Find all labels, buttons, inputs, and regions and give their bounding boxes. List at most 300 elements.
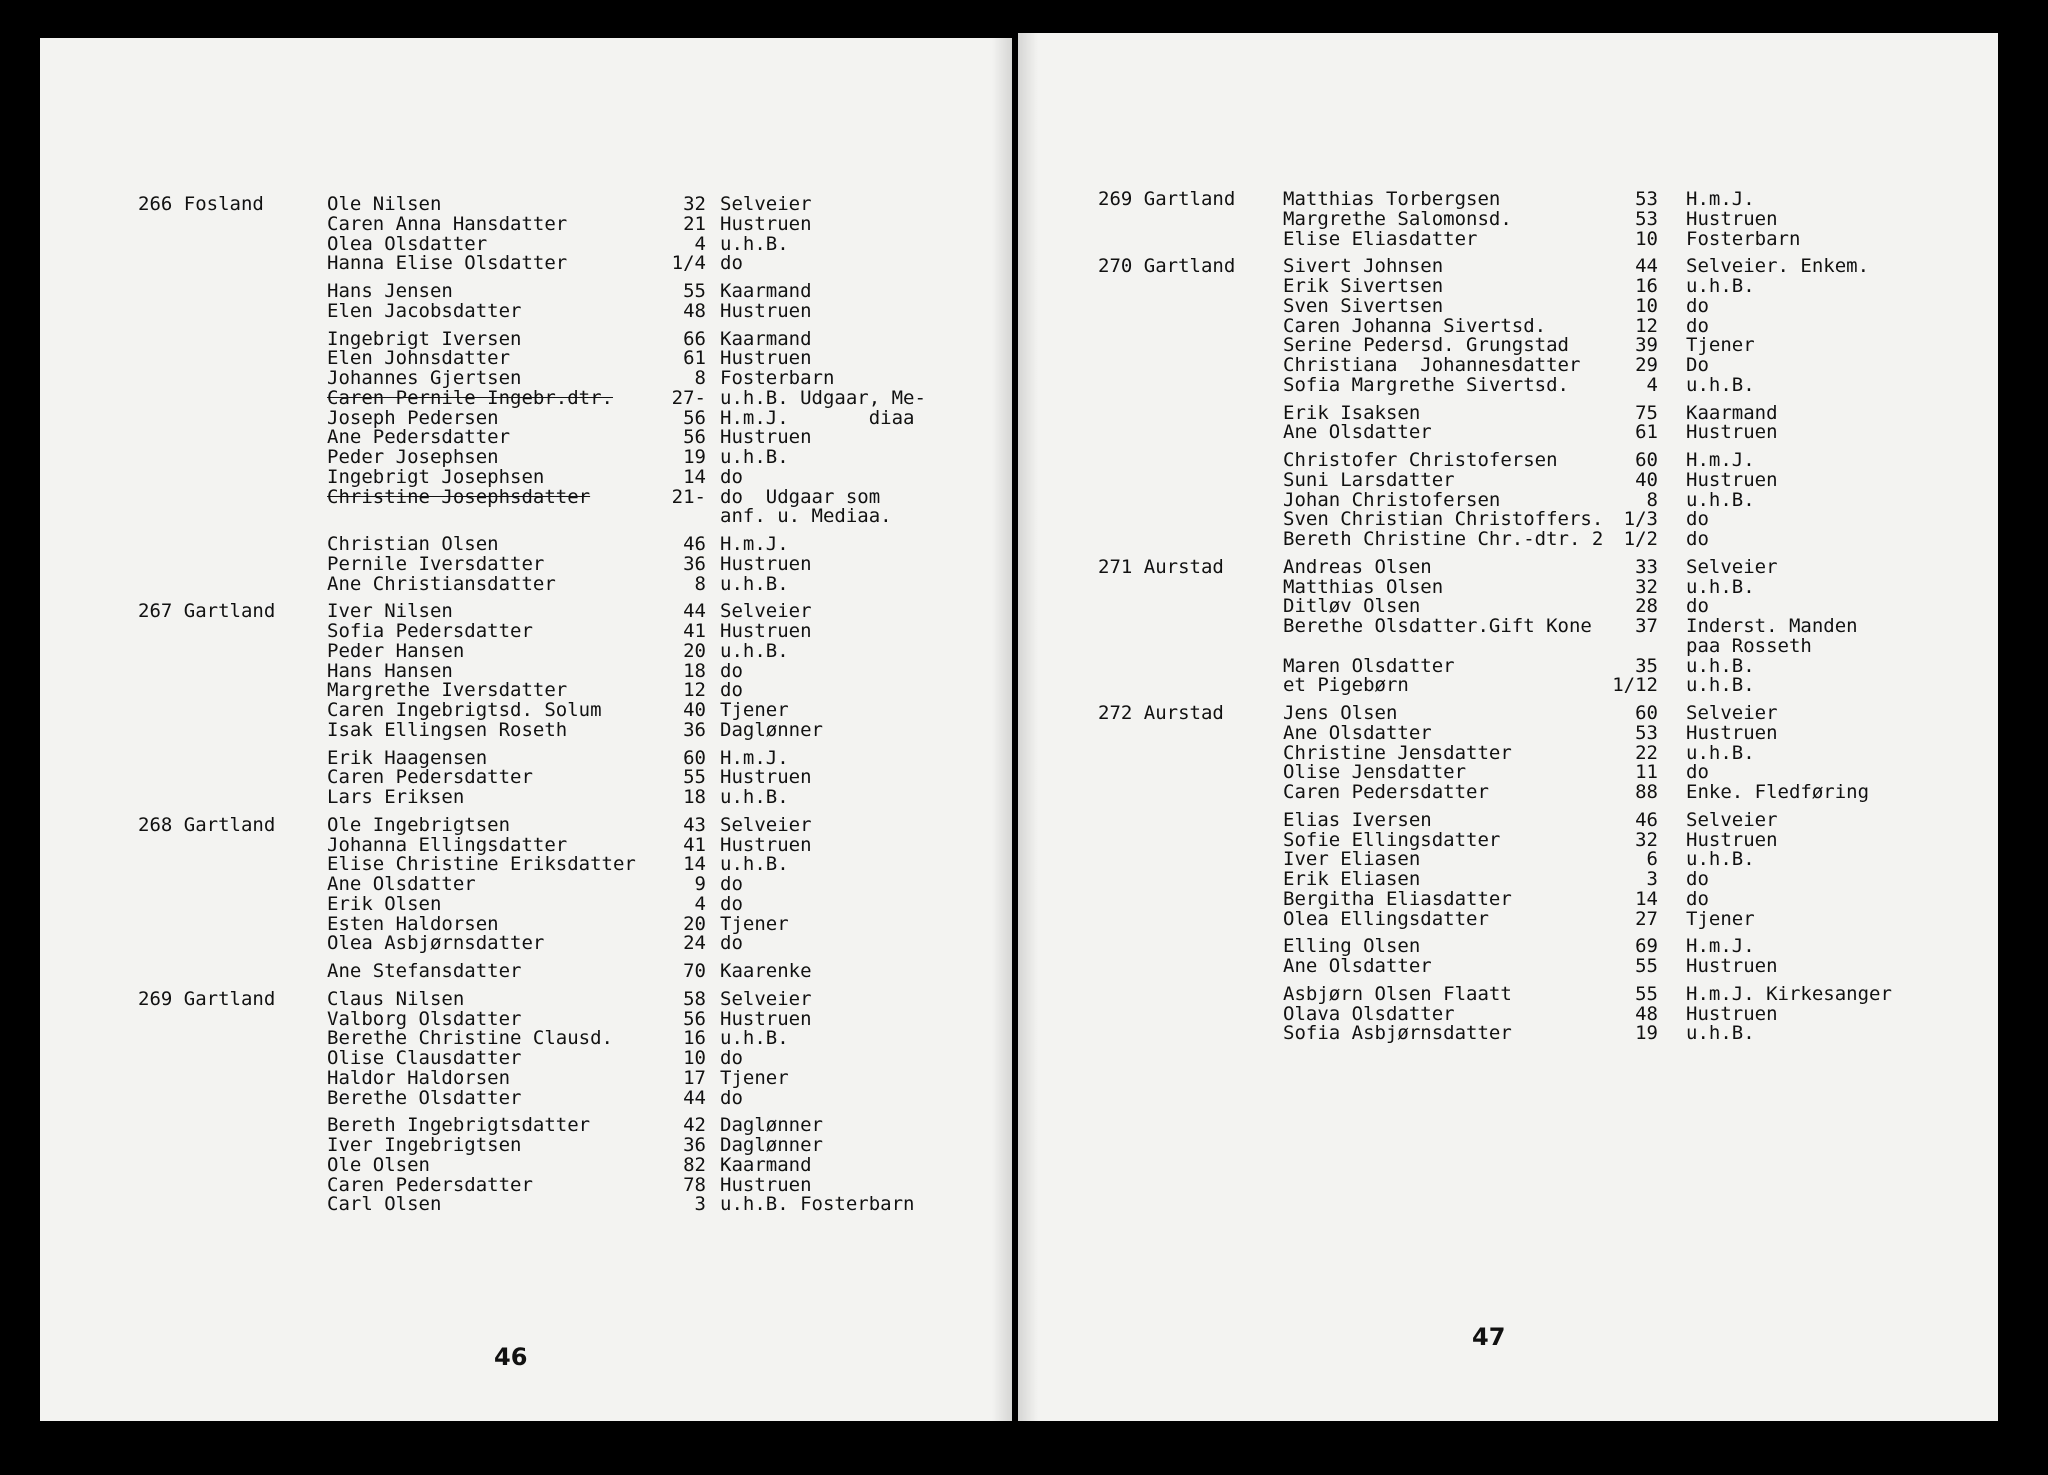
entry-farm: [1098, 831, 1235, 851]
entry-name: Lars Eriksen: [327, 786, 465, 808]
entry-age: 14: [683, 853, 706, 876]
entry-age: 1/4: [671, 252, 706, 275]
entry-age: 60: [1635, 702, 1658, 724]
age-column: [648, 195, 706, 1215]
entry-age: 40: [683, 699, 706, 721]
row-gap: [138, 1108, 275, 1116]
entry-role: Hustruen: [720, 426, 812, 449]
entry-farm: [1098, 297, 1235, 317]
entry-farm: [138, 215, 275, 235]
entry-farm: [1098, 850, 1235, 870]
entry-farm: [138, 1010, 275, 1030]
entry-role: do: [1686, 595, 1709, 618]
entry-name: Caren Pedersdatter: [327, 766, 533, 789]
entry-role: u.h.B.: [1686, 674, 1755, 697]
entry-role: do: [720, 873, 743, 895]
entry-role: Selveier: [720, 813, 812, 836]
page-number: 47: [1472, 1323, 1506, 1351]
entry-name: Iver Eliasen: [1283, 848, 1421, 871]
entry-age: 4: [1646, 373, 1658, 396]
entry-age: 1/2: [1623, 528, 1658, 550]
entry-role: Hustruen: [720, 299, 812, 322]
entry-farm: [1098, 985, 1235, 1005]
entry-age: 60: [1635, 449, 1658, 471]
entry-age: 56: [683, 426, 706, 449]
entry-farm: [1098, 597, 1235, 617]
entry-age: 48: [683, 299, 706, 322]
entry-farm: [138, 934, 275, 954]
entry-role: u.h.B.: [1686, 488, 1755, 511]
entry-age: 39: [1635, 334, 1658, 357]
entry-age: 17: [683, 1066, 706, 1089]
entry-age: 36: [683, 1134, 706, 1156]
entry-role: H.m.J.: [720, 533, 789, 555]
entry-farm: 269 Gartland: [138, 987, 276, 1010]
entry-age: 22: [1635, 741, 1658, 764]
entry-role: do: [720, 465, 743, 488]
entry-name: Claus Nilsen: [327, 987, 465, 1010]
entry-farm: [1098, 676, 1235, 696]
entry-age: 44: [683, 600, 706, 623]
entry-role: Kaarmand: [720, 280, 812, 302]
entry-age: 36: [683, 718, 706, 741]
entry-role: do: [720, 1086, 743, 1109]
entry-age: 82: [683, 1153, 706, 1176]
entry-role: do: [720, 679, 743, 702]
entry-name: Ole Olsen: [327, 1153, 430, 1176]
entry-role: Daglønner: [720, 1134, 823, 1156]
entry-role: H.m.J.: [1686, 449, 1755, 471]
entry-age: 12: [1635, 314, 1658, 337]
entry-role: do: [720, 252, 743, 275]
entry-farm: [138, 642, 275, 662]
entry-role: u.h.B.: [1686, 373, 1755, 396]
entry-name: Caren Anna Hansdatter: [327, 212, 568, 235]
entry-name: Elen Johnsdatter: [327, 347, 511, 370]
entry-farm: [138, 662, 275, 682]
entry-role: Inderst. Manden: [1686, 615, 1858, 637]
entry-role: H.m.J.: [1686, 188, 1755, 210]
entry-role: Hustruen: [720, 620, 812, 642]
entry-role: Daglønner: [720, 718, 823, 741]
entry-age: 55: [683, 280, 706, 302]
entry-farm: [138, 1089, 275, 1109]
entry-age: 20: [683, 639, 706, 662]
entry-name: [1283, 637, 1623, 657]
entry-farm: [1098, 657, 1235, 677]
entry-farm: [1098, 230, 1235, 250]
entry-name: Jens Olsen: [1283, 702, 1398, 724]
role-column: [1686, 190, 1986, 1044]
entry-age: 21-: [671, 485, 706, 508]
entry-farm: [138, 535, 275, 555]
entry-role: Selveier: [720, 987, 812, 1010]
entry-farm: [1098, 937, 1235, 957]
entry-farm: [1098, 510, 1235, 530]
entry-farm: 268 Gartland: [138, 813, 276, 836]
entry-farm: [1098, 336, 1235, 356]
entry-age: 35: [1635, 654, 1658, 677]
entry-name: Sven Sivertsen: [1283, 294, 1444, 317]
entry-role: u.h.B.: [720, 1027, 789, 1050]
entry-farm: [138, 428, 275, 448]
entry-name: Olea Olsdatter: [327, 232, 488, 255]
entry-farm: [1098, 404, 1235, 424]
entry-age: 70: [683, 960, 706, 982]
row-gap: [1098, 929, 1235, 937]
entry-role: Tjener: [720, 699, 789, 721]
entry-name: Erik Isaksen: [1283, 401, 1421, 424]
entry-age: 43: [683, 813, 706, 836]
entry-name: et Pigebørn: [1283, 674, 1409, 697]
entry-age: 4: [694, 892, 706, 915]
entry-name: Margrethe Salomonsd.: [1283, 207, 1512, 230]
entry-age: 37: [1635, 615, 1658, 637]
entry-name: Olea Asbjørnsdatter: [327, 932, 545, 955]
entry-role: Hustruen: [1686, 828, 1778, 851]
entry-name: Iver Ingebrigtsen: [327, 1134, 522, 1156]
entry-role: Enke. Fledføring: [1686, 781, 1870, 803]
role-column: [720, 195, 1012, 1215]
entry-name: Olise Clausdatter: [327, 1047, 522, 1069]
entry-role: u.h.B.: [1686, 848, 1755, 871]
entry-age: 48: [1635, 1002, 1658, 1025]
entry-age: 75: [1635, 401, 1658, 424]
entry-farm: 271 Aurstad: [1098, 555, 1224, 578]
entry-age: 58: [683, 987, 706, 1010]
entry-farm: [138, 768, 275, 788]
gutter-shadow: [1018, 33, 1038, 1421]
entry-farm: [1098, 763, 1235, 783]
entry-name: Sofia Pedersdatter: [327, 620, 533, 642]
entry-age: 12: [683, 679, 706, 702]
entry-name: Carl Olsen: [327, 1193, 442, 1216]
entry-age: 19: [1635, 1022, 1658, 1045]
entry-name: Elise Eliasdatter: [1283, 227, 1478, 250]
entry-role: do: [1686, 314, 1709, 337]
entry-role: Hustruen: [720, 552, 812, 575]
entry-name: Elise Christine Eriksdatter: [327, 853, 636, 876]
entry-role: do: [1686, 528, 1709, 550]
entry-farm: [138, 1195, 275, 1215]
entry-name: Christofer Christofersen: [1283, 449, 1558, 471]
entry-name: Erik Eliasen: [1283, 868, 1421, 890]
row-gap: [1098, 977, 1235, 985]
entry-age: 19: [683, 446, 706, 468]
entry-age: [1598, 637, 1658, 657]
entry-name: Ole Nilsen: [327, 193, 442, 215]
entry-name: Olise Jensdatter: [1283, 761, 1467, 784]
entry-name: Elen Jacobsdatter: [327, 299, 522, 322]
entry-age: 18: [683, 786, 706, 808]
entry-farm: [138, 1029, 275, 1049]
entry-role: Selveier: [1686, 555, 1778, 578]
entry-name: Ane Olsdatter: [327, 873, 476, 895]
entry-role: Hustruen: [720, 1173, 812, 1196]
entry-farm: [1098, 356, 1235, 376]
entry-role: Hustruen: [720, 833, 812, 856]
entry-role: do: [1686, 761, 1709, 784]
entry-age: 8: [694, 367, 706, 389]
entry-farm: [138, 1136, 275, 1156]
entry-age: 88: [1635, 781, 1658, 803]
entry-farm: [138, 836, 275, 856]
entry-age: 32: [683, 193, 706, 215]
entry-name: Ane Christiansdatter: [327, 572, 556, 595]
entry-name: Ane Stefansdatter: [327, 960, 522, 982]
entry-name: Olea Ellingsdatter: [1283, 907, 1489, 930]
entry-farm: [138, 507, 275, 527]
entry-farm: 272 Aurstad: [1098, 702, 1224, 724]
farm-column: [138, 195, 275, 1215]
name-column: [327, 195, 687, 1215]
entry-age: 55: [1635, 982, 1658, 1005]
entry-farm: [138, 622, 275, 642]
entry-age: 4: [694, 232, 706, 255]
entry-role: Tjener: [720, 912, 789, 935]
row-gap: [138, 527, 275, 535]
entry-name: Ane Olsdatter: [1283, 955, 1432, 977]
entry-age: 41: [683, 833, 706, 856]
entry-role: Hustruen: [1686, 955, 1778, 977]
entry-role: Selveier: [720, 600, 812, 623]
entry-farm: [138, 330, 275, 350]
entry-role: do: [1686, 508, 1709, 531]
entry-role: Kaarmand: [720, 1153, 812, 1176]
entry-name: Olava Olsdatter: [1283, 1002, 1455, 1025]
entry-role: Hustruen: [1686, 468, 1778, 491]
entry-role: u.h.B.: [720, 786, 789, 808]
row-gap: [138, 274, 275, 282]
entry-farm: [138, 302, 275, 322]
entry-role: H.m.J.: [1686, 935, 1755, 958]
entry-age: 53: [1635, 207, 1658, 230]
page-number: 46: [494, 1343, 528, 1371]
entry-age: 14: [683, 465, 706, 488]
entry-age: 61: [683, 347, 706, 370]
entry-age: 10: [683, 1047, 706, 1069]
entry-role: anf. u. Mediaa.: [720, 505, 892, 528]
entry-age: 10: [1635, 227, 1658, 250]
entry-age: 53: [1635, 188, 1658, 210]
entry-name: Hanna Elise Olsdatter: [327, 252, 568, 275]
entry-age: 55: [1635, 955, 1658, 977]
entry-name: Christiana Johannesdatter: [1283, 354, 1581, 376]
entry-farm: [1098, 724, 1235, 744]
entry-age: 40: [1635, 468, 1658, 491]
entry-role: Hustruen: [720, 766, 812, 789]
entry-farm: [1098, 637, 1235, 657]
entry-age: 33: [1635, 555, 1658, 578]
entry-name: Maren Olsdatter: [1283, 654, 1455, 677]
row-gap: [1098, 396, 1235, 404]
entry-name: Esten Haldorsen: [327, 912, 499, 935]
entry-farm: [138, 855, 275, 875]
entry-name: Christine Jensdatter: [1283, 741, 1512, 764]
entry-farm: [1098, 870, 1235, 890]
entry-age: 61: [1635, 421, 1658, 444]
entry-farm: [138, 721, 275, 741]
entry-farm: [138, 1156, 275, 1176]
entry-age: 27: [1635, 907, 1658, 930]
entry-farm: 269 Gartland: [1098, 188, 1236, 210]
row-gap: [138, 322, 275, 330]
entry-name: Erik Haagensen: [327, 746, 488, 769]
left-page: [40, 38, 1012, 1421]
entry-age: 56: [683, 406, 706, 429]
entry-name: Caren Pedersdatter: [327, 1173, 533, 1196]
entry-farm: [138, 875, 275, 895]
entry-role: Hustruen: [1686, 421, 1778, 444]
entry-role: Hustruen: [720, 212, 812, 235]
entry-farm: 267 Gartland: [138, 600, 276, 623]
entry-name: Sofie Ellingsdatter: [1283, 828, 1501, 851]
entry-farm: [1098, 317, 1235, 337]
entry-role: Hustruen: [720, 1007, 812, 1030]
entry-name: Margrethe Iversdatter: [327, 679, 568, 702]
entry-name: Caren Pedersdatter: [1283, 781, 1489, 803]
entry-role: Tjener: [1686, 334, 1755, 357]
entry-farm: [1098, 744, 1235, 764]
entry-name: Hans Jensen: [327, 280, 453, 302]
entry-farm: [138, 468, 275, 488]
entry-farm: [138, 788, 275, 808]
entry-name: Berethe Olsdatter.Gift Kone: [1283, 615, 1592, 637]
entry-farm: 266 Fosland: [138, 193, 264, 215]
entry-name: Bereth Ingebrigtsdatter: [327, 1114, 591, 1137]
entry-farm: [138, 681, 275, 701]
entry-role: paa Rosseth: [1686, 634, 1812, 657]
entry-name: Peder Hansen: [327, 639, 465, 662]
entry-farm: [138, 349, 275, 369]
entry-age: 8: [694, 572, 706, 595]
entry-age: 11: [1635, 761, 1658, 784]
entry-name: Caren Ingebrigtsd. Solum: [327, 699, 602, 721]
entry-age: 3: [694, 1193, 706, 1216]
entry-age: 69: [1635, 935, 1658, 958]
entry-role: Selveier: [720, 193, 812, 215]
entry-age: 53: [1635, 721, 1658, 744]
entry-farm: [138, 409, 275, 429]
entry-role: Kaarmand: [720, 327, 812, 350]
entry-role: do: [720, 932, 743, 955]
entry-role: Fosterbarn: [1686, 227, 1801, 250]
entry-age: 41: [683, 620, 706, 642]
entry-role: u.h.B.: [1686, 1022, 1755, 1045]
entry-age: 46: [1635, 808, 1658, 831]
entry-name: Matthias Torbergsen: [1283, 188, 1501, 210]
entry-role: u.h.B.: [720, 572, 789, 595]
entry-farm: [138, 1049, 275, 1069]
entry-age: 3: [1646, 868, 1658, 890]
entry-role: Hustruen: [720, 347, 812, 370]
entry-age: 29: [1635, 354, 1658, 376]
row-gap: [1098, 443, 1235, 451]
entry-name: Joseph Pedersen: [327, 406, 499, 429]
entry-name: Ane Olsdatter: [1283, 421, 1432, 444]
entry-age: 1/12: [1612, 674, 1658, 697]
entry-farm: [1098, 1005, 1235, 1025]
entry-name: Ole Ingebrigtsen: [327, 813, 511, 836]
age-column: [1598, 190, 1658, 1044]
farm-column: [1098, 190, 1235, 1044]
entry-age: 42: [683, 1114, 706, 1137]
entry-farm: [138, 369, 275, 389]
entry-farm: [138, 915, 275, 935]
entry-name: Erik Sivertsen: [1283, 275, 1444, 297]
entry-name: Berethe Olsdatter: [327, 1086, 522, 1109]
entry-name: Berethe Christine Clausd.: [327, 1027, 613, 1050]
entry-role: u.h.B. Udgaar, Me-: [720, 386, 926, 409]
entry-role: u.h.B.: [720, 232, 789, 255]
entry-name: Pernile Iversdatter: [327, 552, 545, 575]
entry-farm: [138, 235, 275, 255]
entry-role: do: [1686, 887, 1709, 910]
row-gap: [138, 741, 275, 749]
entry-farm: [138, 1069, 275, 1089]
entry-role: do: [720, 892, 743, 915]
entry-age: 21: [683, 212, 706, 235]
entry-role: u.h.B.: [720, 639, 789, 662]
entry-farm: [138, 282, 275, 302]
entry-age: 56: [683, 1007, 706, 1030]
entry-name: Isak Ellingsen Roseth: [327, 718, 568, 741]
entry-role: H.m.J. Kirkesanger: [1686, 982, 1892, 1005]
entry-role: do: [1686, 868, 1709, 890]
entry-role: H.m.J. diaa: [720, 406, 915, 429]
entry-name: Caren Pernile Ingebr.dtr.: [327, 386, 613, 409]
entry-farm: [1098, 471, 1235, 491]
entry-name: Matthias Olsen: [1283, 575, 1444, 598]
entry-farm: [138, 254, 275, 274]
entry-age: 16: [1635, 275, 1658, 297]
entry-role: Selveier: [1686, 808, 1778, 831]
entry-name: Ane Olsdatter: [1283, 721, 1432, 744]
entry-age: 32: [1635, 828, 1658, 851]
entry-farm: [1098, 811, 1235, 831]
entry-name: Sven Christian Christoffers.: [1283, 508, 1604, 531]
entry-age: 8: [1646, 488, 1658, 511]
entry-farm: [1098, 1024, 1235, 1044]
entry-farm: [1098, 578, 1235, 598]
entry-farm: [1098, 210, 1235, 230]
entry-role: do Udgaar som: [720, 485, 881, 508]
entry-age: 28: [1635, 595, 1658, 618]
entry-name: Sofia Margrethe Sivertsd.: [1283, 373, 1569, 396]
entry-role: Hustruen: [1686, 207, 1778, 230]
entry-name: Elias Iversen: [1283, 808, 1432, 831]
entry-farm: [1098, 617, 1235, 637]
entry-farm: [1098, 530, 1235, 550]
entry-role: do: [720, 1047, 743, 1069]
entry-role: do: [1686, 294, 1709, 317]
entry-name: Suni Larsdatter: [1283, 468, 1455, 491]
entry-name: Christian Olsen: [327, 533, 499, 555]
entry-farm: [138, 1116, 275, 1136]
entry-name: Elling Olsen: [1283, 935, 1421, 958]
entry-farm: [138, 555, 275, 575]
entry-age: 27-: [671, 386, 706, 409]
entry-farm: [138, 895, 275, 915]
entry-age: 24: [683, 932, 706, 955]
entry-age: 36: [683, 552, 706, 575]
entry-farm: 270 Gartland: [1098, 255, 1236, 278]
entry-name: Bergitha Eliasdatter: [1283, 887, 1512, 910]
entry-role: Fosterbarn: [720, 367, 835, 389]
entry-role: Kaarmand: [1686, 401, 1778, 424]
entry-farm: [138, 488, 275, 508]
entry-name: Andreas Olsen: [1283, 555, 1432, 578]
